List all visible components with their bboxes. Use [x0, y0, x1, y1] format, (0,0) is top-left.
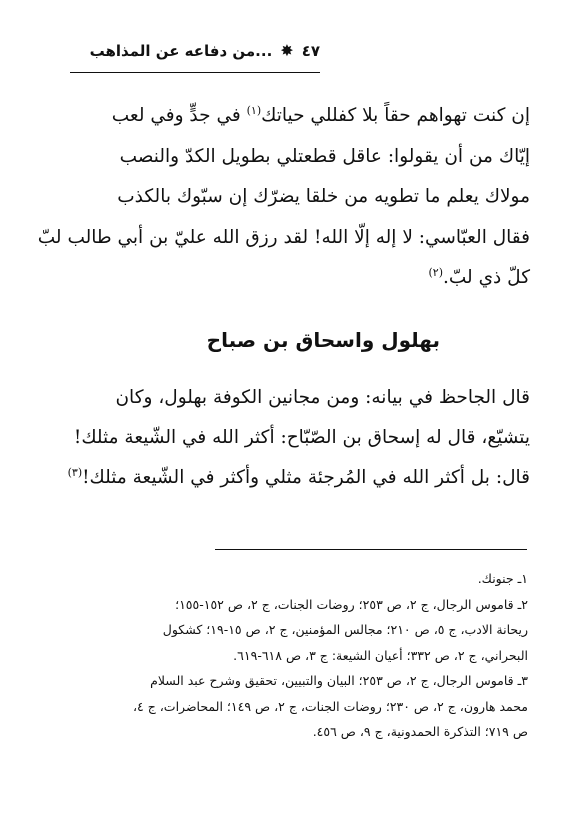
footnote-line: محمد هارون، ج ٢، ص ٢٣٠؛ روضات الجنات، ج ٢، ص ١٤٩؛ المحاضرات، ج ٤،: [132, 698, 528, 714]
footnote-divider: [215, 549, 527, 550]
footnote-line: ريحانة الادب، ج ٥، ص ٢١٠؛ مجالس المؤمنين، ج ٢، ص ١٥-١٩؛ كشكول: [162, 622, 528, 637]
page-number: ٤٧: [301, 42, 320, 60]
poem-line: مولاك يعلم ما تطويه من خلقا يضرّك إن سبّوك بالكذب: [117, 186, 530, 207]
paragraph-line: يتشيّع، قال له إسحاق بن الصّبّاح: أكثر الله في الشّيعة مثلك!: [73, 427, 530, 448]
footnote-line: ١ـ جنونك.: [477, 571, 528, 586]
running-title: ...من دفاعه عن المذاهب: [89, 42, 273, 60]
footnote-marker: (٣): [67, 465, 83, 479]
star-ornament-icon: ✸: [280, 41, 294, 60]
paragraph-line: قال الجاحظ في بيانه: ومن مجانين الكوفة بهلول، وكان: [115, 387, 530, 408]
paragraph-line: قال: بل أكثر الله في المُرجئة مثلي وأكثر في الشّيعة مثلك!$^{(٣)}$: [67, 465, 530, 488]
footnote-marker: (١): [246, 103, 262, 117]
poem-block: [37, 96, 530, 299]
section-title: بهلول واسحاق بن صباح: [206, 328, 440, 352]
header-divider: [70, 72, 320, 73]
poem-line: كلّ ذي لبّ.$^{(٢)}$: [428, 265, 530, 288]
anecdote-paragraph: [67, 378, 530, 498]
footnote-line: ٢ـ قاموس الرجال، ج ٢، ص ٢٥٣؛ روضات الجنات، ج ٢، ص ١٥٢-١٥٥؛: [175, 596, 528, 612]
footnotes: [62, 566, 528, 745]
footnote-line: ٣ـ قاموس الرجال، ج ٢، ص ٢٥٣؛ البيان والتبيين، تحقيق وشرح عبد السلام: [150, 673, 528, 688]
footnote-marker: (٢): [428, 265, 444, 279]
poem-line: إيّاك من أن يقولوا: عاقل قطعتلي بطويل الكدّ والنصب: [119, 145, 530, 167]
running-header: [60, 36, 320, 66]
footnote-line: ص ٧١٩؛ التذكرة الحمدونية، ج ٩، ص ٤٥٦.: [312, 724, 528, 739]
poem-line: فقال العبّاسي: لا إله إلّا الله! لقد رزق الله عليّ بن أبي طالب لبّ: [37, 226, 530, 248]
poem-line: إن كنت تهواهم حقاً بلا كفللي حياتك$^{(١)}$ في جدٍّ وفي لعب: [111, 103, 530, 126]
footnote-line: البحراني، ج ٢، ص ٣٣٢؛ أعيان الشيعة: ج ٣، ص ٦١٨-٦١٩.: [233, 647, 528, 663]
